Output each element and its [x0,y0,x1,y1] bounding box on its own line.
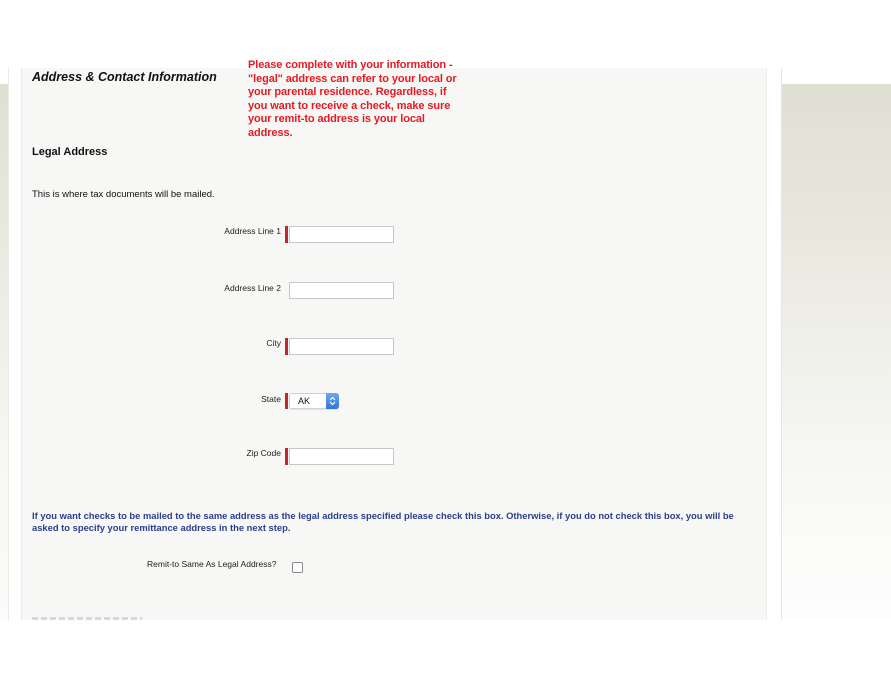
form-panel [21,68,767,620]
address-line-1-label: Address Line 1 [224,226,281,236]
address-line-2-input[interactable] [289,282,394,299]
background-right-panel [782,84,891,620]
required-marker [285,338,288,355]
background-left-divider [8,68,9,620]
address-line-1-input[interactable] [289,226,394,243]
instruction-annotation: Please complete with your information - "legal" address can refer to your local or your parental residence. Regardless, if you want to receive a check, make sure your remit-to address is your local address. [248,59,457,139]
state-label: State [261,394,281,404]
city-input[interactable] [289,338,394,355]
legal-address-helper-text: This is where tax documents will be mailed. [32,189,215,200]
required-marker [285,393,288,409]
remit-same-as-legal-checkbox[interactable] [292,562,303,573]
clipped-next-section-heading [32,617,142,620]
zip-code-input[interactable] [289,448,394,465]
city-label: City [266,338,281,348]
chevron-up-down-icon[interactable] [326,393,339,409]
remit-address-notice: If you want checks to be mailed to the same address as the legal address specified please check this box. Otherwise, if you do not check this box, you will be asked to specify your remittance address in the next step. [32,510,734,533]
remit-same-as-legal-label: Remit-to Same As Legal Address? [147,559,277,569]
zip-code-label: Zip Code [246,448,281,458]
section-title: Address & Contact Information [32,70,217,84]
address-line-2-label: Address Line 2 [224,283,281,293]
legal-address-heading: Legal Address [32,146,108,158]
required-marker [285,226,288,243]
required-marker [285,448,288,465]
state-select-value: AK [298,396,311,406]
state-select[interactable] [289,393,339,409]
background-right-divider [781,68,782,620]
